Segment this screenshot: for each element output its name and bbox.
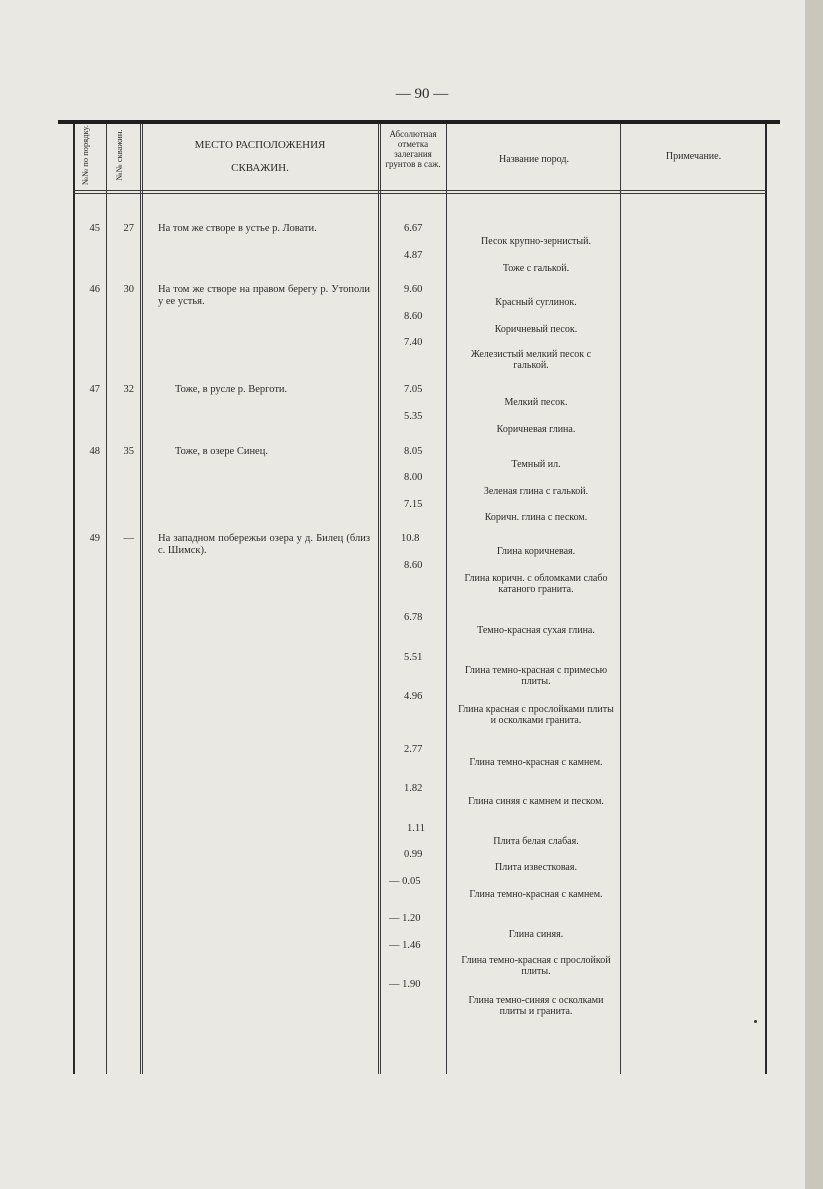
elevation-value: 1.11 — [407, 823, 425, 834]
column-divider — [380, 124, 381, 1074]
column-divider — [140, 124, 141, 1074]
rock-name: Тоже с галькой. — [502, 263, 570, 274]
row-order-no: 47 — [89, 384, 100, 395]
row-well-no: 35 — [123, 446, 134, 457]
elevation-value: 2.77 — [404, 744, 423, 755]
row-well-no: 27 — [123, 223, 134, 234]
row-location: На западном побережьи озера у д. Билец (близ с. Шимск). — [158, 533, 370, 556]
elevation-value: 8.60 — [404, 560, 423, 571]
elevation-value: 8.00 — [404, 472, 423, 483]
rock-name: Глина коричневая. — [496, 546, 576, 557]
rock-name: Глина коричн. с обломками слабо катаного гранита. — [464, 573, 608, 595]
header-well-no: №№ скважин. — [114, 129, 124, 181]
header-location-2: СКВАЖИН. — [231, 162, 289, 174]
header-elevation: Абсолютная отметка залегания грунтов в саж. — [385, 129, 441, 169]
row-order-no: 48 — [89, 446, 100, 457]
rock-name: Железистый мелкий песок с галькой. — [470, 349, 592, 371]
elevation-value: 9.60 — [404, 284, 423, 295]
column-divider — [620, 124, 621, 1074]
rock-name: Мелкий песок. — [504, 397, 568, 408]
header-rule — [73, 193, 766, 194]
elevation-value: 10.8 — [401, 533, 420, 544]
row-order-no: 49 — [89, 533, 100, 544]
rock-name: Красный суглинок. — [495, 297, 577, 308]
rock-name: Плита известковая. — [495, 862, 577, 873]
row-location: На том же створе на правом берегу р. Утополи у ее устья. — [158, 284, 370, 307]
row-location: Тоже, в русле р. Верготи. — [175, 384, 288, 395]
column-divider — [446, 124, 447, 1074]
elevation-value: — 1.46 — [389, 940, 421, 951]
table-top-rule — [58, 120, 780, 124]
row-well-no: — — [123, 533, 134, 544]
header-rocks: Название пород. — [499, 154, 569, 165]
row-well-no: 30 — [123, 284, 134, 295]
rock-name: Глина красная с прослойками плиты и осколками гранита. — [458, 704, 614, 726]
elevation-value: 8.60 — [404, 311, 423, 322]
column-divider — [378, 124, 379, 1074]
rock-name: Коричневый песок. — [494, 324, 578, 335]
elevation-value: 8.05 — [404, 446, 423, 457]
rock-name: Глина темно-красная с прослойкой плиты. — [461, 955, 611, 977]
page-edge — [805, 0, 823, 1189]
rock-name: Глина темно-синяя с осколками плиты и гранита. — [468, 995, 604, 1017]
elevation-value: 4.87 — [404, 250, 423, 261]
rock-name: Коричн. глина с песком. — [484, 512, 588, 523]
row-well-no: 32 — [123, 384, 134, 395]
ink-dot — [754, 1020, 757, 1023]
rock-name: Глина темно-красная с камнем. — [469, 757, 603, 768]
elevation-value: 7.05 — [404, 384, 423, 395]
rock-name: Коричневая глина. — [496, 424, 576, 435]
row-location: На том же створе в устье р. Ловати. — [158, 223, 317, 234]
elevation-value: — 0.05 — [389, 876, 421, 887]
rock-name: Песок крупно-зернистый. — [481, 236, 591, 247]
row-order-no: 46 — [89, 284, 100, 295]
elevation-value: 5.35 — [404, 411, 423, 422]
column-divider — [142, 124, 143, 1074]
elevation-value: — 1.20 — [389, 913, 421, 924]
elevation-value: 7.15 — [404, 499, 423, 510]
table-border-right — [765, 124, 767, 1074]
rock-name: Темно-красная сухая глина. — [477, 625, 595, 636]
header-rule — [73, 190, 766, 191]
row-order-no: 45 — [89, 223, 100, 234]
column-divider — [106, 124, 107, 1074]
row-location: Тоже, в озере Синец. — [175, 446, 268, 457]
elevation-value: 4.96 — [404, 691, 423, 702]
elevation-value: 6.78 — [404, 612, 423, 623]
rock-name: Глина синяя с камнем и песком. — [468, 796, 604, 807]
table-border-left — [73, 124, 75, 1074]
elevation-value: 7.40 — [404, 337, 423, 348]
elevation-value: 5.51 — [404, 652, 423, 663]
rock-name: Плита белая слабая. — [493, 836, 579, 847]
header-order-no: №№ по порядку. — [80, 124, 90, 186]
elevation-value: — 1.90 — [389, 979, 421, 990]
rock-name: Глина темно-красная с примесью плиты. — [464, 665, 608, 687]
elevation-value: 0.99 — [404, 849, 423, 860]
page-number: — 90 — — [395, 86, 449, 102]
rock-name: Глина темно-красная с камнем. — [469, 889, 603, 900]
rock-name: Темный ил. — [511, 459, 561, 470]
rock-name: Зеленая глина с галькой. — [483, 486, 589, 497]
header-location-1: МЕСТО РАСПОЛОЖЕНИЯ — [194, 139, 326, 151]
elevation-value: 1.82 — [404, 783, 423, 794]
rock-name: Глина синяя. — [508, 929, 564, 940]
elevation-value: 6.67 — [404, 223, 423, 234]
header-remarks: Примечание. — [665, 151, 722, 162]
